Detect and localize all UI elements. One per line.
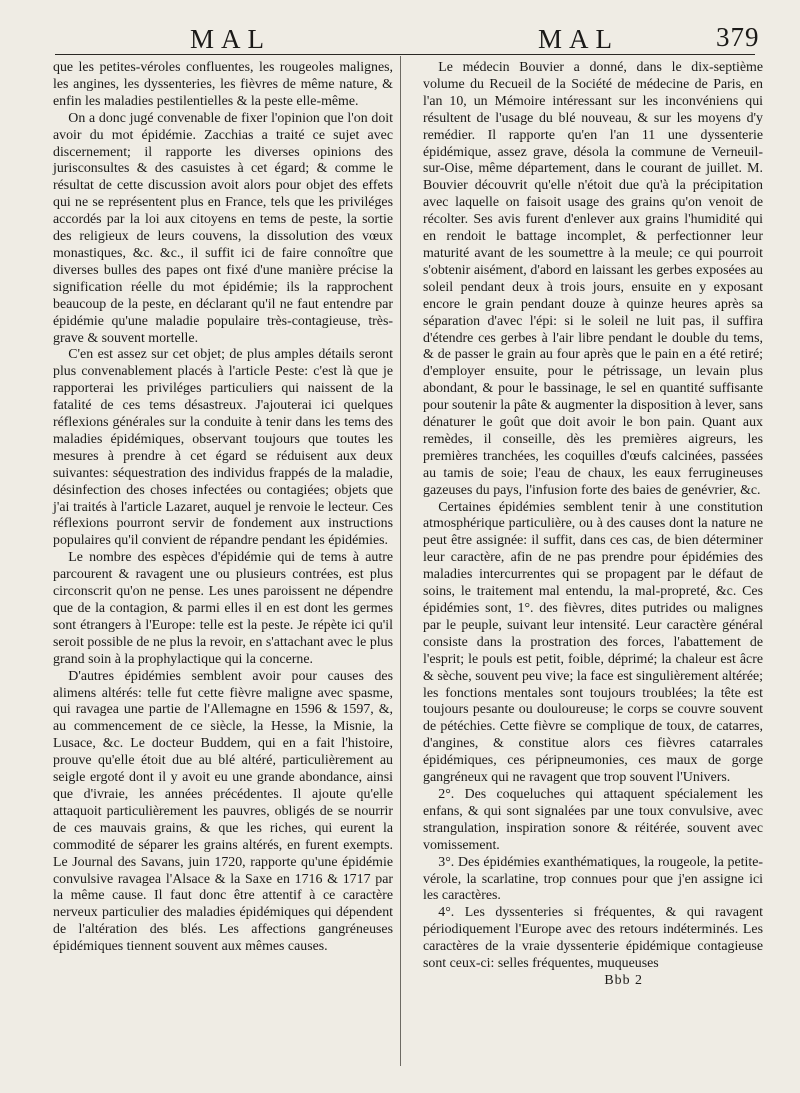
paragraph: que les petites-véroles confluentes, les rougeoles malignes, les angines, les dyssenteries, les fièvres de même nature, & enfin les maladies pestilentielles & la peste elle-même. xyxy=(53,60,393,109)
paragraph: Le nombre des espèces d'épidémie qui de tems à autre parcourent & ravagent une ou plusieurs contrées, est plus circonscrit qu'on ne pense. Les unes paroissent ne dépendre que de la contagion, & parmi elles il en est dont les germes sont étrangers à l'Europe: telle est la peste. Je répète ici qu'il seroit possible de ne plus la revoir, en s'attachant avec le plus grand soin à la prophylactique qui la concerne. xyxy=(53,550,393,667)
column-divider xyxy=(400,56,401,1066)
page-number: 379 xyxy=(716,22,760,52)
signature-mark: Bbb 2 xyxy=(604,972,643,988)
running-head-right: MAL xyxy=(538,24,619,54)
right-column xyxy=(423,60,763,990)
running-head-left: MAL xyxy=(190,24,271,54)
paragraph: 2°. Des coqueluches qui attaquent spécialement les enfans, & qui sont signalées par une toux convulsive, avec strangulation, inspiration sonore & réitérée, souvent avec vomissement. xyxy=(423,786,763,853)
paragraph: Le médecin Bouvier a donné, dans le dix-septième volume du Recueil de la Société de médecine de Paris, en l'an 10, un Mémoire intéressant sur les inconvéniens qui résultent de l'usage du blé nouveau, & sur les moyens d'y remédier. Il rapporte qu'en l'an 11 une dyssenterie épidémique, assez grave, désola la commune de Verneuil-sur-Oise, même département, dans le courant de juillet. M. Bouvier découvrit qu'elle n'étoit due qu'à la précipitation avec laquelle on faisoit usage des grains qu'on venoit de récolter. Ses avis furent d'enlever aux grains l'humidité qui en rendoit le battage incomplet, & perfectionner leur maturité avant de les soumettre à la meule; ce qui pourroit s'obtenir aisément, d'abord en laissant les gerbes exposées au soleil pendant deux à trois jours, ensuite en y exposant encore le grain pendant douze à quinze heures après sa séparation d'avec l'épi: si le soleil ne luit pas, il suffira d'étendre ces gerbes à l'air libre pendant le double du tems, & de passer le grain au four après que le pain en a été retiré; d'employer ensuite, pour le pétrissage, un levain plus abondant, & pour le bassinage, le sel en quantité suffisante pour soutenir la pâte & augmenter la disposition à lever, sans dénaturer le goût que doit avoir le bon pain. Quant aux remèdes, il conseille, dès les premières aigreurs, les premières tranchées, les coquilles d'œufs calcinées, passées au tamis de soie; l'eau de chaux, les eaux ferrugineuses gazeuses du pays, l'infusion forte des baies de genévrier, &c. xyxy=(423,60,763,498)
paragraph: 3°. Des épidémies exanthématiques, la rougeole, la petite-vérole, la scarlatine, trop connues pour que j'en assigne ici les caractères. xyxy=(423,854,763,904)
header-rule xyxy=(55,54,755,55)
left-column xyxy=(53,60,393,956)
paragraph: 4°. Les dyssenteries si fréquentes, & qui ravagent périodiquement l'Europe avec des retours indéterminés. Les caractères de la vraie dyssenterie épidémique contagieuse sont ceux-ci: selles fréquentes, muqueuses xyxy=(423,905,763,972)
paragraph: On a donc jugé convenable de fixer l'opinion que l'on doit avoir du mot épidémie. Zacchias a traité ce sujet avec discernement; il rapporte les diverses opinions des jurisconsultes & des casuistes à cet égard; & comme le résultat de cette discussion avoit alors pour objet des effets qui ne se représentent plus en France, tels que les priviléges accordés par la loi aux citoyens en tems de peste, la sortie des religieux de leurs couvens, la dissolution des vœux monastiques, &c. &c., il suffit ici de faire connoître que diverses bulles des papes ont fixé d'une manière précise la signification réelle du mot épidémie; ils la rapprochent beaucoup de la peste, en déclarant qu'il ne faut entendre par épidémie qu'une maladie populaire très-contagieuse, très-grave & souvent mortelle. xyxy=(53,110,393,346)
paragraph: C'en est assez sur cet objet; de plus amples détails seront plus convenablement placés à l'article Peste: c'est là que je rapporterai les priviléges particuliers qui naissent de la fatalité de ces tems désastreux. J'ajouterai ici quelques réflexions générales sur la conduite à tenir dans les tems des maladies épidémiques, observant toujours que toutes les mesures à prendre à cet égard se réduisent aux deux suivantes: séquestration des individus frappés de la maladie, désinfection des choses infectées ou contagiées; objets que j'ai traités à l'article Lazaret, auquel je renvoie le lecteur. Ces réflexions pourront servir de fondement aux instructions populaires qu'il convient de répandre pendant les épidémies. xyxy=(53,347,393,549)
paragraph: Certaines épidémies semblent tenir à une constitution atmosphérique particulière, ou à des causes dont la nature ne peut être assignée: il suffit, dans ces cas, de bien déterminer leur caractère, afin de ne pas prendre pour épidémies des maladies intercurrentes qui se propagent par le défaut de soins, le traitement mal entendu, la mal-propreté, &c. Ces épidémies sont, 1°. des fièvres, dites putrides ou malignes par le peuple, suivant leur intensité. Leur caractère général consiste dans la prostration des forces, l'abattement de l'esprit; le pouls est petit, foible, déprimé; la chaleur est âcre & sèche, souvent peu vive; la face est singulièrement altérée; les fonctions mentales sont toujours troublées; la tête est toujours pesante ou douloureuse; le corps se couvre souvent de pétéchies. Cette fièvre se complique de toux, de catarres, d'angines, & constitue alors ces fièvres catarrales épidémiques, ces péripneumonies, ces maux de gorge gangréneux qui ne ravagent que trop souvent l'Univers. xyxy=(423,499,763,786)
paragraph: D'autres épidémies semblent avoir pour causes des alimens altérés: telle fut cette fièvre maligne avec spasme, qui ravagea une partie de l'Allemagne en 1596 & 1597, &, au commencement de ce siècle, la Hesse, la Misnie, la Lusace, &c. Le docteur Buddem, qui en a fait l'histoire, prouve qu'elle étoit due au blé altéré, particulièrement au seigle ergoté dont il y avoit eu une grande abondance, ainsi que d'ivraie, les années précédentes. Il ajoute qu'elle attaquoit particulièrement les pauvres, obligés de se nourrir de ces mauvais grains, & que les riches, qui eurent la commodité de séparer les grains altérés, en furent exempts. Le Journal des Savans, juin 1720, rapporte qu'une épidémie convulsive ravagea l'Alsace & la Saxe en 1716 & 1717 par la même cause. Il faut donc être attentif à ce caractère nerveux particulier des maladies épidémiques qui dépendent de l'altération des blés. Les affections gangréneuses épidémiques tiennent souvent aux mêmes causes. xyxy=(53,668,393,955)
